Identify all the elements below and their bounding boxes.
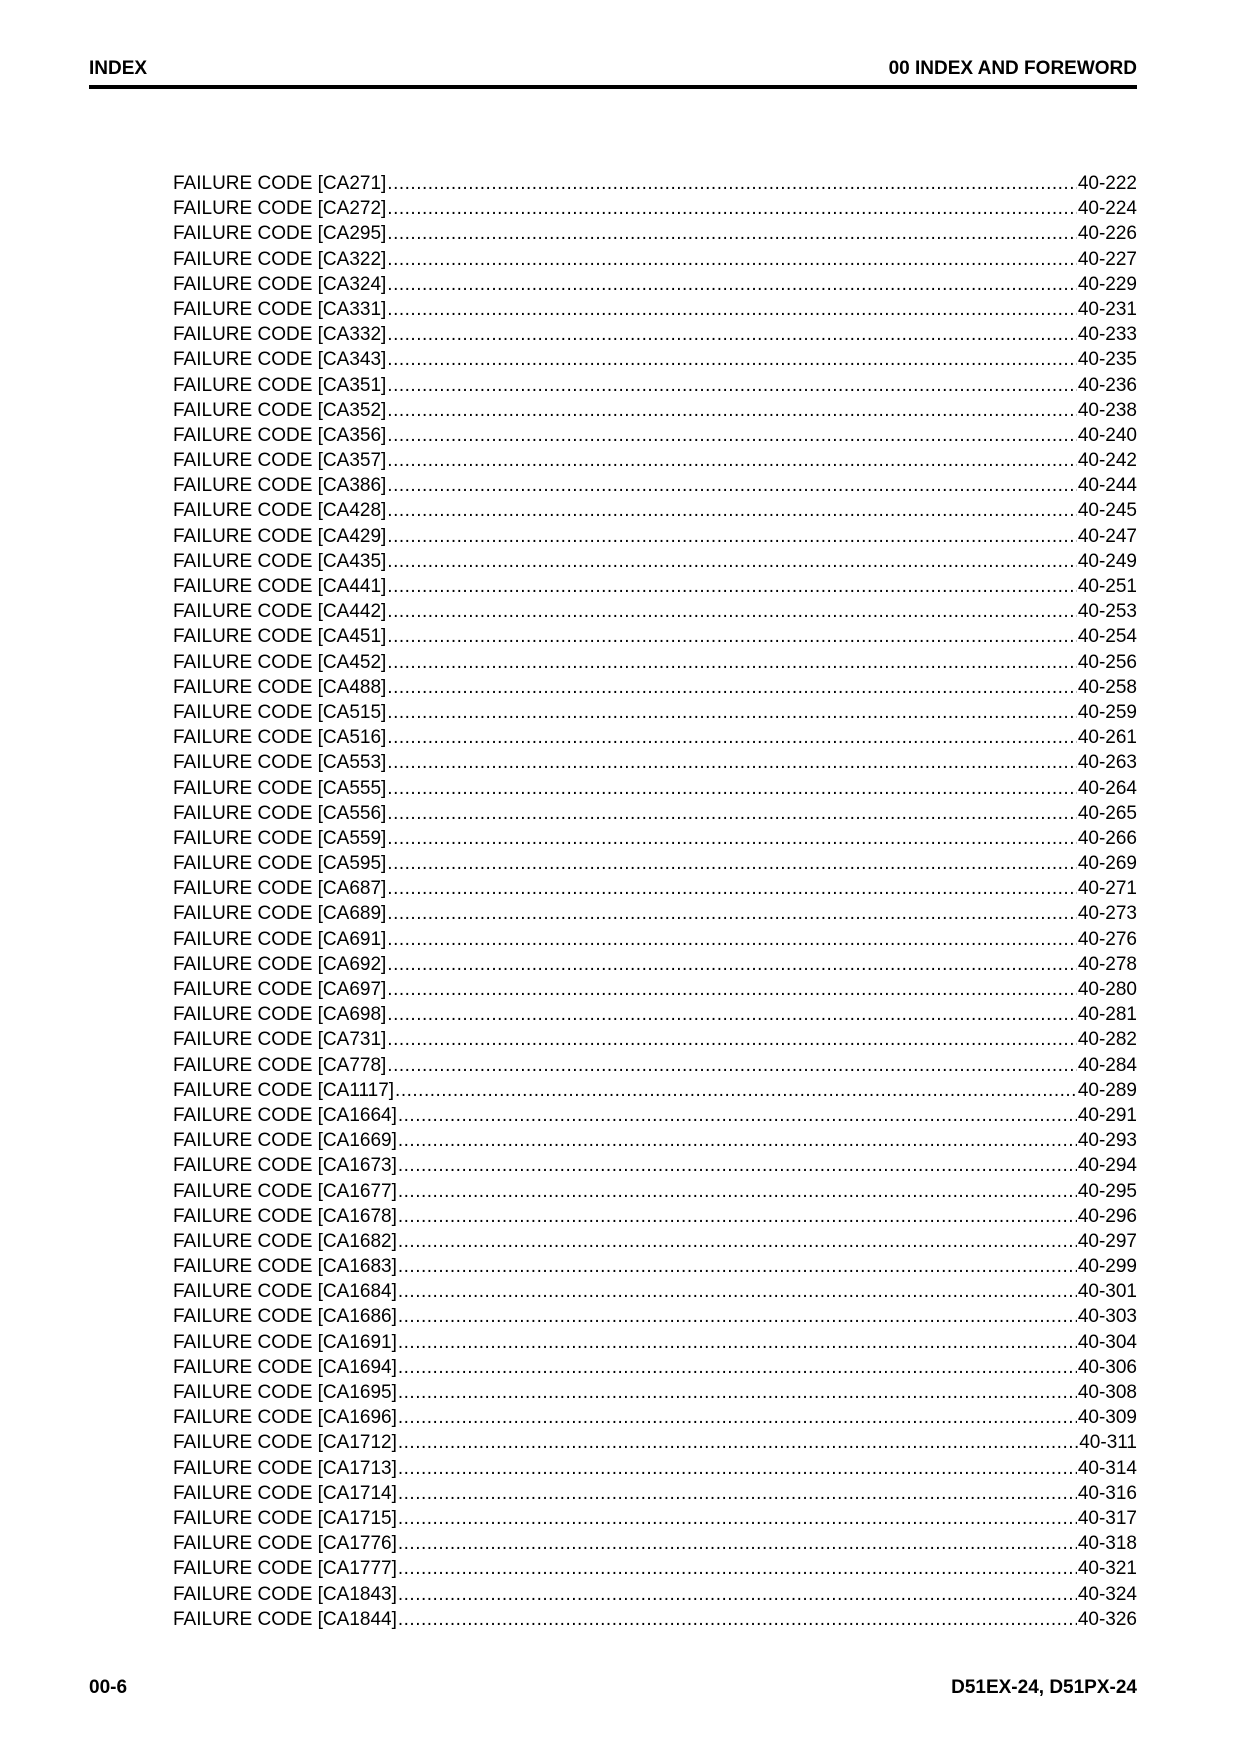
index-entry — [173, 1128, 1137, 1153]
index-entry-title: FAILURE CODE [CA332] — [173, 324, 387, 346]
index-entry — [173, 549, 1137, 574]
index-entry-title: FAILURE CODE [CA555] — [173, 777, 387, 799]
dot-leader — [387, 650, 1077, 675]
index-entry — [173, 1078, 1137, 1103]
index-entry-title: FAILURE CODE [CA1696] — [173, 1407, 397, 1429]
index-entry — [173, 977, 1137, 1002]
index-entry — [173, 750, 1137, 775]
index-entry — [173, 599, 1137, 624]
dot-leader — [387, 725, 1077, 750]
index-entry-title: FAILURE CODE [CA435] — [173, 550, 387, 572]
index-entry-page: 40-303 — [1077, 1306, 1137, 1328]
index-entry-page: 40-258 — [1077, 676, 1137, 698]
index-entry — [173, 196, 1137, 221]
index-entry-page: 40-269 — [1077, 853, 1137, 875]
index-entry — [173, 901, 1137, 926]
index-entry-title: FAILURE CODE [CA352] — [173, 399, 387, 421]
index-entry-page: 40-226 — [1077, 223, 1137, 245]
header-chapter-title: 00 INDEX AND FOREWORD — [888, 58, 1137, 79]
dot-leader — [387, 876, 1077, 901]
index-entry — [173, 221, 1137, 246]
page-header — [89, 57, 1137, 89]
dot-leader — [387, 927, 1077, 952]
index-entry-title: FAILURE CODE [CA556] — [173, 802, 387, 824]
index-entry — [173, 1204, 1137, 1229]
index-entry-page: 40-318 — [1077, 1533, 1137, 1555]
index-entry-title: FAILURE CODE [CA357] — [173, 450, 387, 472]
index-entry-page: 40-311 — [1079, 1432, 1137, 1454]
index-entry-title: FAILURE CODE [CA272] — [173, 198, 387, 220]
index-entry-page: 40-282 — [1077, 1029, 1137, 1051]
dot-leader — [387, 1002, 1077, 1027]
index-entry — [173, 927, 1137, 952]
index-entry — [173, 952, 1137, 977]
footer-model-names: D51EX-24, D51PX-24 — [951, 1677, 1137, 1698]
index-entry — [173, 1607, 1137, 1632]
dot-leader — [398, 1330, 1077, 1355]
index-entry-title: FAILURE CODE [CA1678] — [173, 1205, 397, 1227]
index-entry-title: FAILURE CODE [CA331] — [173, 298, 387, 320]
dot-leader — [387, 750, 1077, 775]
index-entry-title: FAILURE CODE [CA428] — [173, 500, 387, 522]
index-entry — [173, 1027, 1137, 1052]
index-entry-title: FAILURE CODE [CA687] — [173, 878, 387, 900]
index-entry-page: 40-306 — [1077, 1356, 1137, 1378]
index-entry-title: FAILURE CODE [CA1677] — [173, 1180, 397, 1202]
dot-leader — [387, 473, 1077, 498]
index-entry — [173, 247, 1137, 272]
dot-leader — [387, 700, 1077, 725]
index-entry-page: 40-259 — [1077, 701, 1137, 723]
index-entry-title: FAILURE CODE [CA1777] — [173, 1558, 397, 1580]
dot-leader — [398, 1128, 1077, 1153]
index-entry-page: 40-289 — [1077, 1079, 1137, 1101]
dot-leader — [387, 826, 1077, 851]
index-entry-page: 40-299 — [1077, 1256, 1137, 1278]
index-entry-title: FAILURE CODE [CA1664] — [173, 1104, 397, 1126]
index-entry-title: FAILURE CODE [CA1682] — [173, 1230, 397, 1252]
dot-leader — [387, 977, 1077, 1002]
index-entry — [173, 574, 1137, 599]
index-entry — [173, 1179, 1137, 1204]
index-entry-title: FAILURE CODE [CA322] — [173, 248, 387, 270]
index-entry-title: FAILURE CODE [CA1684] — [173, 1281, 397, 1303]
dot-leader — [398, 1582, 1077, 1607]
index-entry-title: FAILURE CODE [CA1715] — [173, 1507, 397, 1529]
index-entry-page: 40-281 — [1077, 1004, 1137, 1026]
index-entry — [173, 1279, 1137, 1304]
index-entry-page: 40-314 — [1077, 1457, 1137, 1479]
header-section-label: INDEX — [89, 58, 148, 79]
index-entry — [173, 297, 1137, 322]
dot-leader — [398, 1506, 1077, 1531]
index-entry — [173, 1380, 1137, 1405]
dot-leader — [387, 851, 1077, 876]
index-entry-title: FAILURE CODE [CA356] — [173, 424, 387, 446]
index-entry — [173, 801, 1137, 826]
index-entry — [173, 272, 1137, 297]
index-entry — [173, 826, 1137, 851]
index-entry-title: FAILURE CODE [CA731] — [173, 1029, 387, 1051]
dot-leader — [398, 1405, 1077, 1430]
dot-leader — [398, 1556, 1077, 1581]
footer-page-number: 00-6 — [89, 1677, 128, 1698]
index-entry-title: FAILURE CODE [CA1712] — [173, 1432, 397, 1454]
index-entry-title: FAILURE CODE [CA516] — [173, 727, 387, 749]
dot-leader — [387, 524, 1077, 549]
index-entry-title: FAILURE CODE [CA515] — [173, 701, 387, 723]
index-entry-title: FAILURE CODE [CA271] — [173, 173, 387, 194]
dot-leader — [387, 675, 1077, 700]
index-entry-page: 40-297 — [1077, 1230, 1137, 1252]
index-entry — [173, 1053, 1137, 1078]
index-entry-page: 40-244 — [1077, 475, 1137, 497]
index-entry-page: 40-247 — [1077, 525, 1137, 547]
index-entry — [173, 322, 1137, 347]
dot-leader — [387, 1053, 1077, 1078]
dot-leader — [387, 498, 1077, 523]
index-entry — [173, 498, 1137, 523]
index-entry-page: 40-251 — [1077, 576, 1137, 597]
dot-leader — [398, 1380, 1077, 1405]
index-entry — [173, 1456, 1137, 1481]
index-entry-page: 40-238 — [1077, 399, 1137, 421]
index-entry-page: 40-273 — [1077, 903, 1137, 925]
dot-leader — [398, 1279, 1077, 1304]
index-entry-title: FAILURE CODE [CA1669] — [173, 1130, 397, 1152]
dot-leader — [387, 322, 1077, 347]
dot-leader — [387, 1027, 1077, 1052]
index-entry — [173, 1556, 1137, 1581]
index-entry-title: FAILURE CODE [CA1683] — [173, 1256, 397, 1278]
dot-leader — [387, 373, 1077, 398]
index-entry-page: 40-231 — [1077, 298, 1137, 320]
dot-leader — [398, 1304, 1077, 1329]
index-entry — [173, 1304, 1137, 1329]
index-entry-page: 40-293 — [1077, 1130, 1137, 1152]
index-entry-title: FAILURE CODE [CA697] — [173, 979, 387, 1000]
index-entry-page: 40-235 — [1077, 349, 1137, 371]
index-entry-title: FAILURE CODE [CA1686] — [173, 1306, 397, 1328]
index-entry-title: FAILURE CODE [CA488] — [173, 676, 387, 698]
index-entry — [173, 725, 1137, 750]
index-entry-page: 40-284 — [1077, 1054, 1137, 1076]
dot-leader — [387, 196, 1077, 221]
index-entry-title: FAILURE CODE [CA441] — [173, 576, 387, 597]
index-entry-page: 40-278 — [1077, 953, 1137, 975]
index-entry — [173, 1481, 1137, 1506]
dot-leader — [398, 1153, 1077, 1178]
dot-leader — [387, 272, 1077, 297]
dot-leader — [387, 247, 1077, 272]
index-entry-title: FAILURE CODE [CA559] — [173, 827, 387, 849]
dot-leader — [387, 801, 1077, 826]
index-entry-page: 40-224 — [1077, 198, 1137, 220]
index-entry — [173, 1229, 1137, 1254]
index-entry — [173, 1330, 1137, 1355]
index-entry-page: 40-227 — [1077, 248, 1137, 270]
dot-leader — [395, 1078, 1077, 1103]
dot-leader — [387, 171, 1077, 196]
dot-leader — [398, 1179, 1077, 1204]
index-entry-title: FAILURE CODE [CA698] — [173, 1004, 387, 1026]
dot-leader — [387, 776, 1077, 801]
index-entry-page: 40-304 — [1077, 1331, 1137, 1353]
dot-leader — [398, 1229, 1077, 1254]
index-entry-page: 40-242 — [1077, 450, 1137, 472]
index-entry-title: FAILURE CODE [CA386] — [173, 475, 387, 497]
dot-leader — [387, 952, 1077, 977]
index-entry-title: FAILURE CODE [CA452] — [173, 651, 387, 673]
index-entry — [173, 1506, 1137, 1531]
index-entry-title: FAILURE CODE [CA1776] — [173, 1533, 397, 1555]
index-entry-title: FAILURE CODE [CA1694] — [173, 1356, 397, 1378]
index-entry-title: FAILURE CODE [CA1691] — [173, 1331, 397, 1353]
index-entry — [173, 1254, 1137, 1279]
index-entry-title: FAILURE CODE [CA1695] — [173, 1382, 397, 1403]
index-entry — [173, 1582, 1137, 1607]
index-entry — [173, 1355, 1137, 1380]
index-entry — [173, 448, 1137, 473]
index-entry-page: 40-294 — [1077, 1155, 1137, 1177]
index-entry-title: FAILURE CODE [CA351] — [173, 374, 387, 396]
index-entry-title: FAILURE CODE [CA429] — [173, 525, 387, 547]
index-entry — [173, 1103, 1137, 1128]
index-entry — [173, 373, 1137, 398]
dot-leader — [387, 901, 1077, 926]
index-entry-page: 40-264 — [1077, 777, 1137, 799]
index-entry-page: 40-245 — [1077, 500, 1137, 522]
index-entry — [173, 1002, 1137, 1027]
dot-leader — [387, 624, 1077, 649]
index-entry-title: FAILURE CODE [CA1673] — [173, 1155, 397, 1177]
index-entry — [173, 1531, 1137, 1556]
index-entry-title: FAILURE CODE [CA1844] — [173, 1608, 397, 1630]
index-entry-title: FAILURE CODE [CA553] — [173, 752, 387, 774]
index-entry — [173, 650, 1137, 675]
index-entry-page: 40-309 — [1077, 1407, 1137, 1429]
index-entry-page: 40-266 — [1077, 827, 1137, 849]
dot-leader — [387, 423, 1077, 448]
index-entry-page: 40-280 — [1077, 979, 1137, 1000]
index-entry-title: FAILURE CODE [CA324] — [173, 273, 387, 295]
dot-leader — [387, 221, 1077, 246]
dot-leader — [398, 1456, 1077, 1481]
index-entry — [173, 524, 1137, 549]
dot-leader — [398, 1481, 1077, 1506]
index-entry — [173, 1153, 1137, 1178]
index-entry-page: 40-261 — [1077, 727, 1137, 749]
dot-leader — [398, 1607, 1077, 1632]
dot-leader — [387, 448, 1077, 473]
index-entry-title: FAILURE CODE [CA778] — [173, 1054, 387, 1076]
index-entry — [173, 851, 1137, 876]
index-entry — [173, 1430, 1137, 1455]
index-entry — [173, 675, 1137, 700]
index-entry-title: FAILURE CODE [CA442] — [173, 601, 387, 623]
dot-leader — [398, 1355, 1077, 1380]
index-entry-page: 40-301 — [1077, 1281, 1137, 1303]
dot-leader — [398, 1103, 1077, 1128]
index-entry-page: 40-291 — [1077, 1104, 1137, 1126]
index-entry — [173, 347, 1137, 372]
index-entry-page: 40-256 — [1077, 651, 1137, 673]
dot-leader — [387, 347, 1077, 372]
index-entry-page: 40-295 — [1077, 1180, 1137, 1202]
index-entry — [173, 398, 1137, 423]
dot-leader — [387, 549, 1077, 574]
dot-leader — [398, 1531, 1077, 1556]
dot-leader — [398, 1254, 1077, 1279]
index-entry-page: 40-249 — [1077, 550, 1137, 572]
index-entry-page: 40-296 — [1077, 1205, 1137, 1227]
index-entry-title: FAILURE CODE [CA595] — [173, 853, 387, 875]
index-entry — [173, 624, 1137, 649]
index-entry-page: 40-233 — [1077, 324, 1137, 346]
index-entry-title: FAILURE CODE [CA692] — [173, 953, 387, 975]
index-entry — [173, 700, 1137, 725]
index-entry-page: 40-265 — [1077, 802, 1137, 824]
index-entry-page: 40-324 — [1077, 1583, 1137, 1605]
index-entry-page: 40-263 — [1077, 752, 1137, 774]
index-entry-page: 40-254 — [1077, 626, 1137, 648]
index-entry-title: FAILURE CODE [CA295] — [173, 223, 387, 245]
index-entry — [173, 473, 1137, 498]
dot-leader — [387, 297, 1077, 322]
index-entry — [173, 171, 1137, 196]
index-entry — [173, 876, 1137, 901]
index-entry-page: 40-321 — [1077, 1558, 1137, 1580]
dot-leader — [387, 398, 1077, 423]
index-entry-title: FAILURE CODE [CA451] — [173, 626, 387, 648]
index-entry — [173, 1405, 1137, 1430]
index-entry-title: FAILURE CODE [CA689] — [173, 903, 387, 925]
index-entry-page: 40-240 — [1077, 424, 1137, 446]
index-entry-page: 40-229 — [1077, 273, 1137, 295]
index-entry-page: 40-326 — [1077, 1608, 1137, 1630]
dot-leader — [398, 1430, 1078, 1455]
index-entry-page: 40-253 — [1077, 601, 1137, 623]
index-entry-page: 40-276 — [1077, 928, 1137, 950]
index-entry-title: FAILURE CODE [CA1714] — [173, 1482, 397, 1504]
index-entry — [173, 423, 1137, 448]
dot-leader — [387, 574, 1077, 599]
index-entry-title: FAILURE CODE [CA1713] — [173, 1457, 397, 1479]
index-entry-title: FAILURE CODE [CA343] — [173, 349, 387, 371]
index-entry-title: FAILURE CODE [CA1117] — [173, 1079, 395, 1101]
index-entry-title: FAILURE CODE [CA1843] — [173, 1583, 397, 1605]
index-entry-page: 40-271 — [1077, 878, 1137, 900]
index-entry-page: 40-222 — [1077, 173, 1137, 194]
index-entry-page: 40-316 — [1077, 1482, 1137, 1504]
index-entry-page: 40-308 — [1077, 1382, 1137, 1403]
index-entry-page: 40-317 — [1077, 1507, 1137, 1529]
index-entry-page: 40-236 — [1077, 374, 1137, 396]
dot-leader — [398, 1204, 1077, 1229]
index-list — [173, 171, 1137, 1632]
dot-leader — [387, 599, 1077, 624]
index-entry-title: FAILURE CODE [CA691] — [173, 928, 387, 950]
index-entry — [173, 776, 1137, 801]
